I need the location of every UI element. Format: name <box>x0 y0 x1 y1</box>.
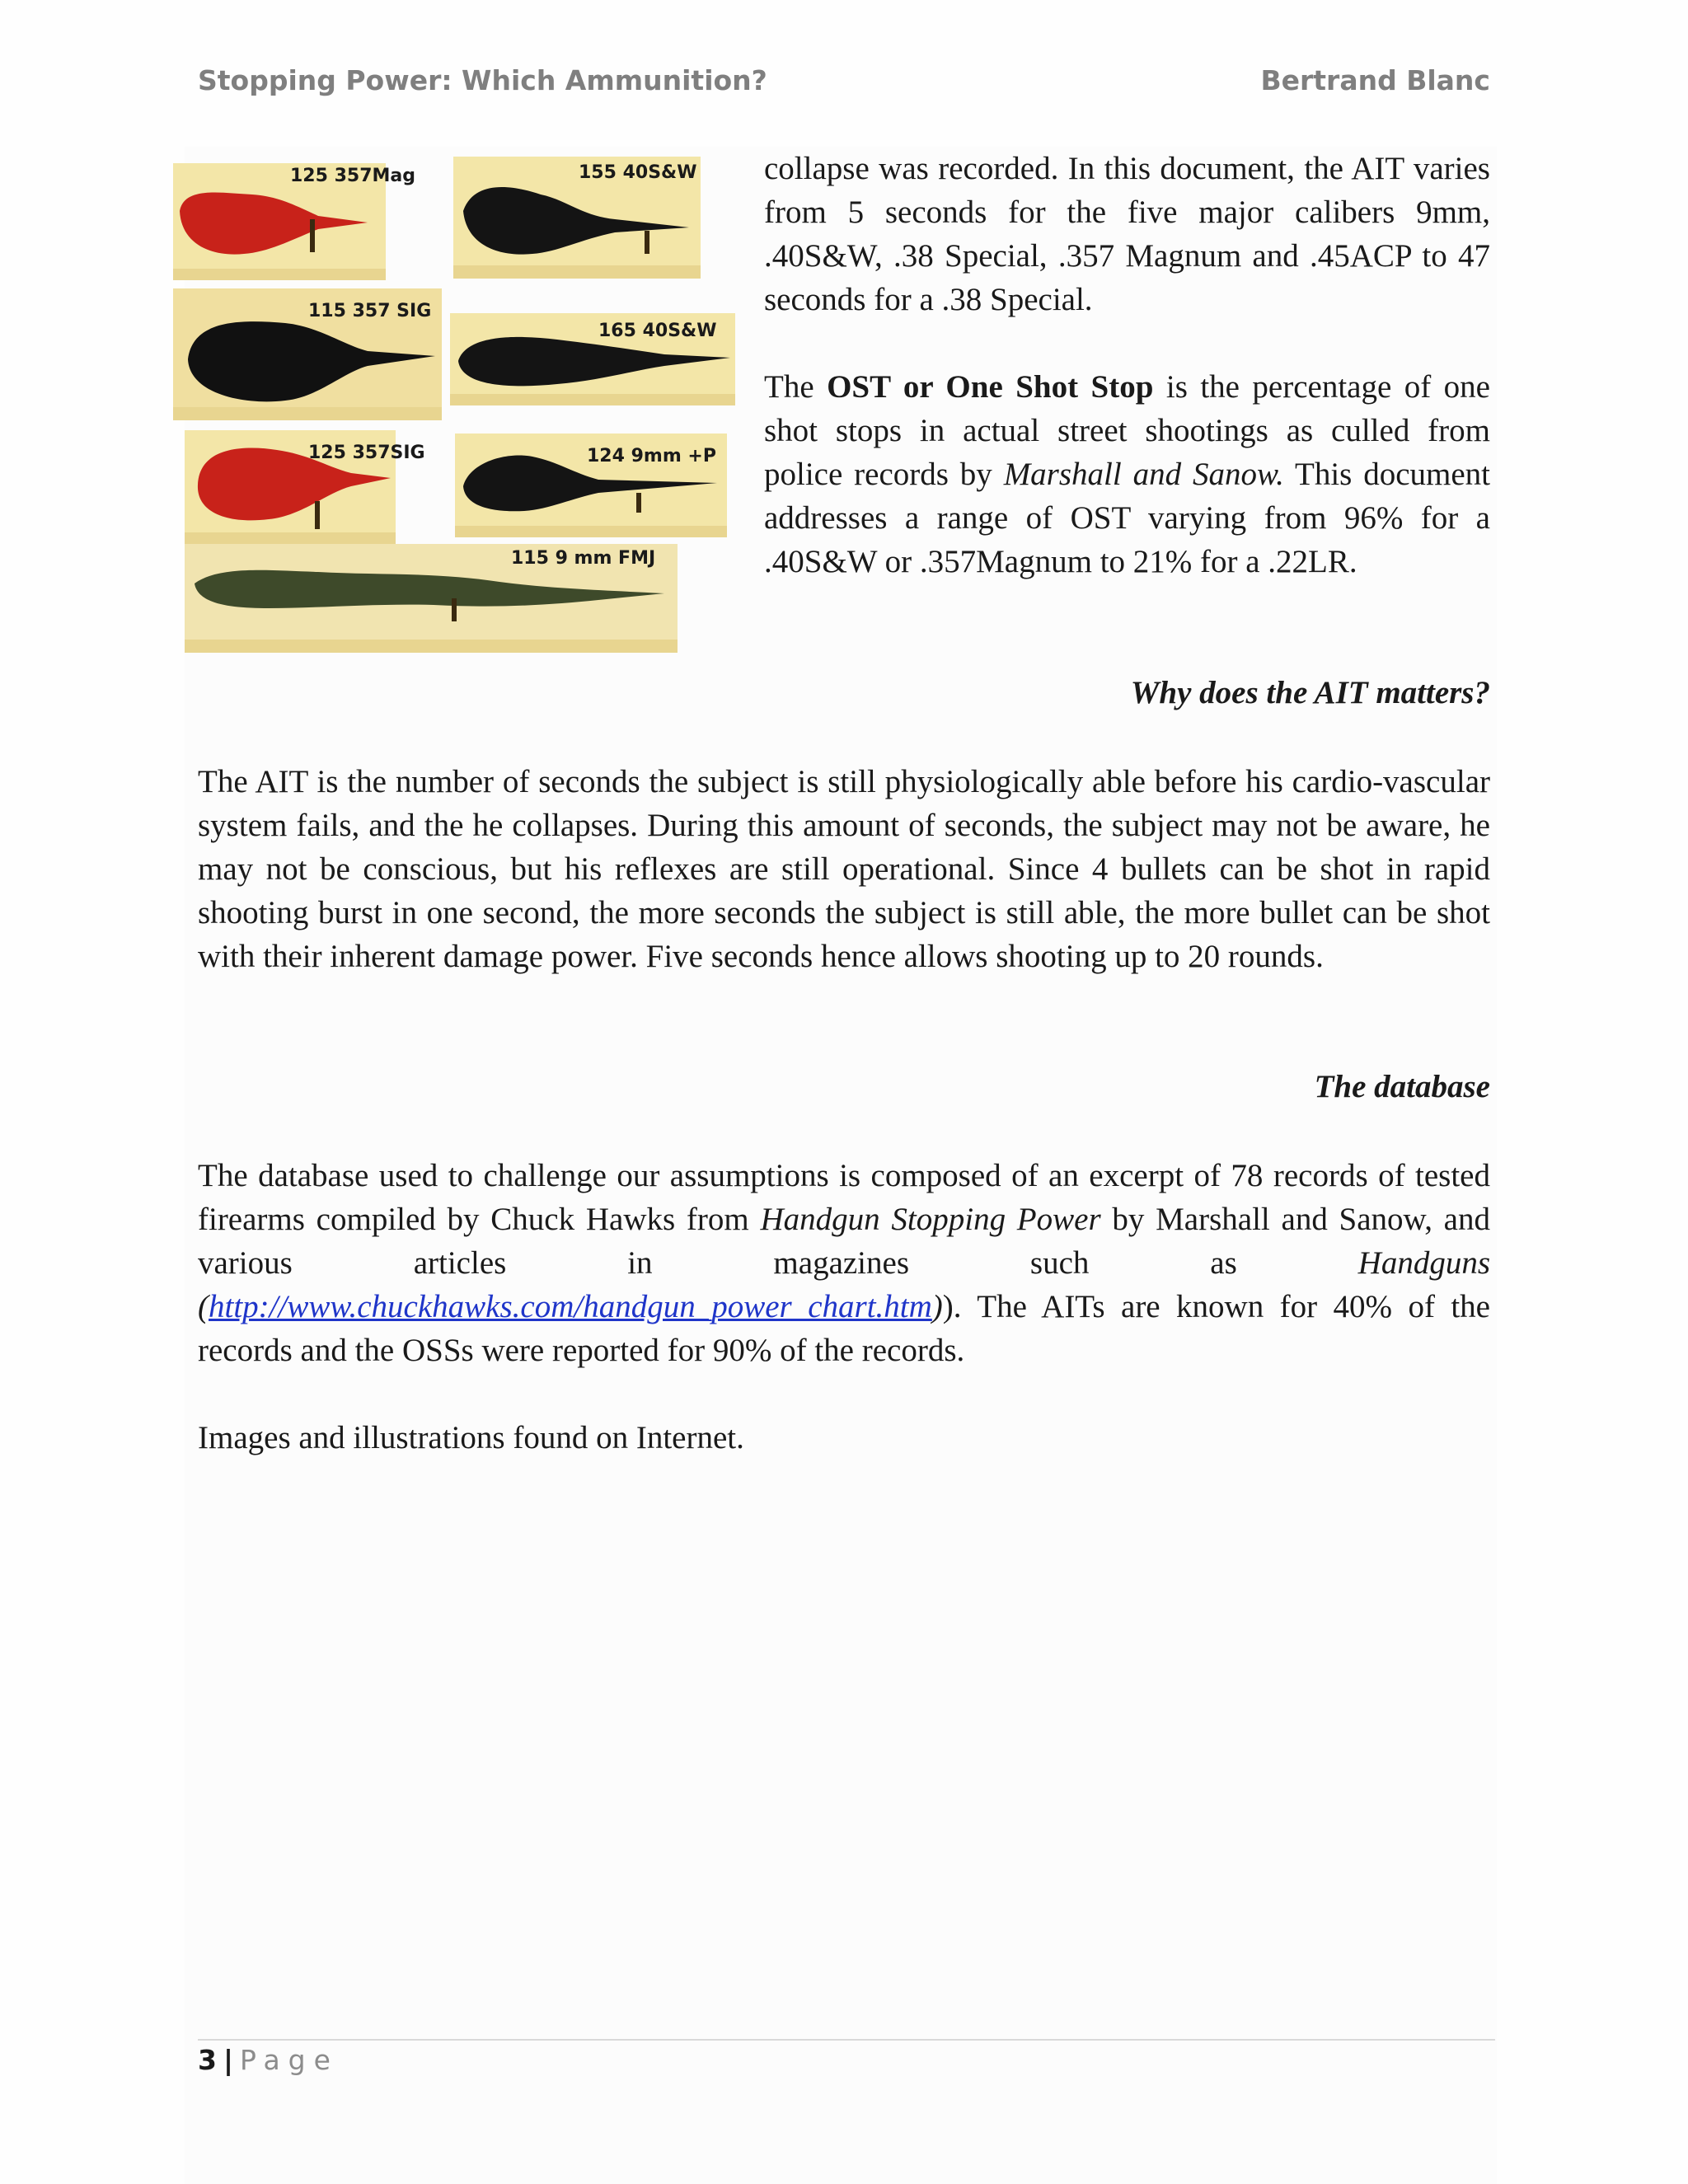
ost-text-2: is the percentage of one shot stops in actual street shootings as culled from police records by <box>764 369 1490 492</box>
paren-open: ( <box>198 1289 209 1324</box>
paragraph-ost-definition <box>764 365 1490 583</box>
page-number: 3 <box>198 2044 217 2076</box>
ost-term: OST or One Shot Stop <box>827 369 1154 405</box>
gelatin-wound-figure <box>170 153 738 656</box>
ost-authors: Marshall and Sanow. <box>1003 457 1284 492</box>
gelatin-label-5: 125 357SIG <box>308 443 425 463</box>
gelatin-block-357sig-115 <box>173 288 442 420</box>
gelatin-block-40sw-165 <box>450 313 735 405</box>
database-text-1: The database used to challenge our assumptions is composed of an excerpt of 78 records of tested firearms compiled by Chuck Hawks from <box>198 1158 1490 1237</box>
chuckhawks-link[interactable]: http://www.chuckhawks.com/handgun_power_chart.htm <box>209 1289 932 1324</box>
footer-separator: | <box>223 2044 234 2076</box>
header-author: Bertrand Blanc <box>1260 64 1490 96</box>
header-title: Stopping Power: Which Ammunition? <box>198 64 767 96</box>
magazine-title: Handguns <box>1357 1245 1490 1281</box>
gelatin-label-3: 115 357 SIG <box>308 301 432 321</box>
database-text-3: ). The AITs are known for 40% of the records and the OSSs were reported for 90% of the records. <box>198 1289 1490 1368</box>
page-word: Page <box>240 2044 339 2076</box>
paragraph-ait-range: collapse was recorded. In this document, the AIT varies from 5 seconds for the five major calibers 9mm, .40S&W, .38 Special, .357 Magnum and .45ACP to 47 seconds for a .38 Special. <box>764 151 1490 317</box>
gelatin-block-40sw-155 <box>453 157 701 279</box>
ost-text-3: This document addresses a range of OST varying from 96% for a .40S&W or .357Magnum to 21% for a .22LR. <box>764 457 1490 579</box>
page-footer <box>198 2044 339 2076</box>
section-heading-database: The database <box>1314 1069 1490 1104</box>
ost-text-1: The <box>764 369 828 405</box>
gelatin-label-1: 125 357Mag <box>290 166 415 186</box>
gelatin-label-7: 115 9 mm FMJ <box>511 548 656 569</box>
gelatin-block-9mm-fmj <box>185 544 678 653</box>
gelatin-wound-image <box>170 153 738 656</box>
gelatin-label-4: 165 40S&W <box>598 321 717 341</box>
right-column-text <box>764 147 1490 583</box>
section-heading-ait-matters: Why does the AIT matters? <box>1130 675 1490 710</box>
ait-explanation-text: The AIT is the number of seconds the subject is still physiologically able before his cardio-vascular system fails, and the he collapses. During this amount of seconds, the subject may not be aware, he may not be conscious, but his reflexes are still operational. Since 4 bullets can be shot in rapid shooting burst in one second, the more seconds the subject is still able, the more bullet can be shot with their inherent damage power. Five seconds hence allows shooting up to 20 rounds. <box>198 764 1490 974</box>
gelatin-label-2: 155 40S&W <box>579 162 697 183</box>
gelatin-label-6: 124 9mm +P <box>587 446 716 466</box>
paragraph-database <box>198 1154 1490 1372</box>
book-title: Handgun Stopping Power <box>760 1202 1101 1237</box>
database-text: The database used to challenge our assumptions is composed of an excerpt of 78 records of tested firearms compiled by Chuck Hawks from Handgun Stopping Power by Marshall and Sanow, and various articles in magazines such as Handguns (http://www.chuckhawks.com/handgun_power_chart.htm)). The AITs are known for 40% of the records and the OSSs were reported for 90% of the records. <box>198 1158 1490 1368</box>
image-credit-text: Images and illustrations found on Internet. <box>198 1420 744 1455</box>
database-text-2: by Marshall and Sanow, and various articles in magazines such as <box>198 1202 1490 1281</box>
paragraph-image-credit <box>198 1416 1490 1460</box>
gelatin-block-9mm-124 <box>455 434 727 537</box>
footer-divider <box>198 2039 1495 2041</box>
gelatin-block-357sig-125 <box>185 430 425 544</box>
gelatin-block-357mag <box>173 163 415 280</box>
paragraph-ait-explanation <box>198 760 1490 978</box>
